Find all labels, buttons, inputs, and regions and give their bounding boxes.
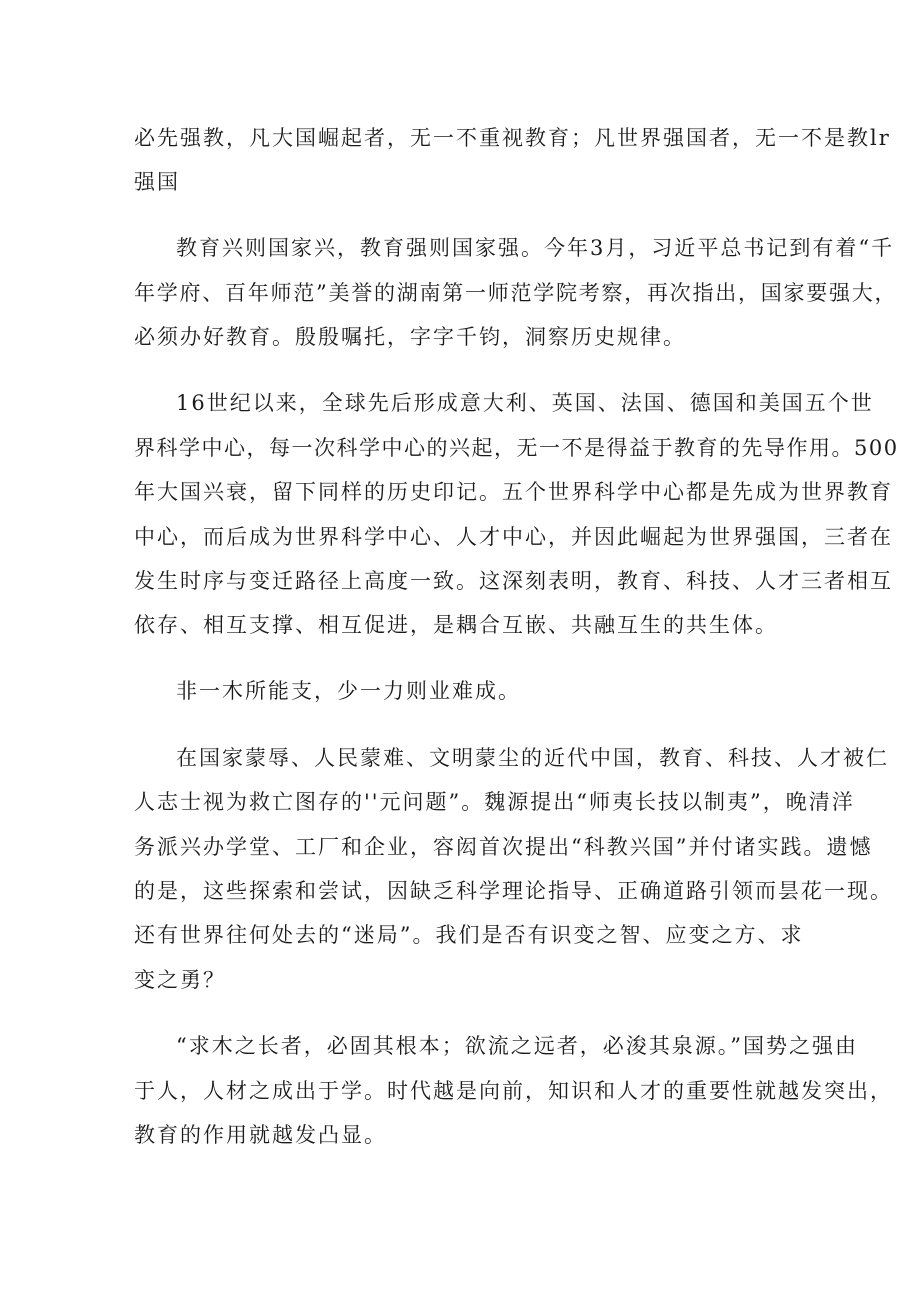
paragraph-6-line-3: 教育的作用就越发凸显。 — [134, 1123, 387, 1147]
paragraph-5-line-1: 在国家蒙辱、人民蒙难、文明蒙尘的近代中国，教育、科技、人才被仁 — [176, 746, 889, 770]
paragraph-2-line-2: 年学府、百年师范”美誉的湖南第一师范学院考察，再次指出，国家要强大， — [134, 281, 898, 305]
paragraph-5-line-4: 的是，这些探索和尝试，因缺乏科学理论指导、正确道路引领而昙花一现。 — [134, 879, 893, 903]
paragraph-4-line-1: 非一木所能支，少一力则业难成。 — [176, 679, 521, 703]
paragraph-5-line-5: 还有世界往何处去的“迷局”。我们是否有识变之智、应变之方、求 — [134, 923, 804, 947]
paragraph-3-line-4: 中心，而后成为世界科学中心、人才中心，并因此崛起为世界强国，三者在 — [134, 525, 893, 549]
paragraph-3-line-6: 依存、相互支撑、相互促进，是耦合互嵌、共融互生的共生体。 — [134, 613, 778, 637]
paragraph-2-line-1: 教育兴则国家兴，教育强则国家强。今年3月，习近平总书记到有着“千 — [176, 236, 895, 260]
paragraph-5-line-2: 人志士视为救亡图存的''元问题”。魏源提出“师夷长技以制夷”，晚清洋 — [134, 790, 855, 814]
paragraph-6-line-1: “求木之长者，必固其根本；欲流之远者，必浚其泉源。”国势之强由 — [176, 1034, 858, 1058]
paragraph-3-line-1: 16世纪以来，全球先后形成意大利、英国、法国、德国和美国五个世 — [176, 391, 874, 415]
paragraph-5-line-3: 务派兴办学堂、工厂和企业，容闳首次提出“科教兴国”并付诸实践。遗憾 — [134, 835, 873, 859]
paragraph-6-line-2: 于人，人材之成出于学。时代越是向前，知识和人才的重要性就越发突出， — [134, 1079, 893, 1103]
paragraph-3-line-5: 发生时序与变迁路径上高度一致。这深刻表明，教育、科技、人才三者相互 — [134, 569, 893, 593]
paragraph-3-line-2: 界科学中心，每一次科学中心的兴起，无一不是得益于教育的先导作用。500 — [134, 436, 899, 460]
paragraph-2-line-3: 必须办好教育。殷殷嘱托，字字千钧，洞察历史规律。 — [134, 325, 686, 349]
paragraph-1-line-2: 强国 — [134, 170, 180, 194]
paragraph-1-line-1: 必先强教，凡大国崛起者，无一不重视教育；凡世界强国者，无一不是教lr — [134, 126, 891, 150]
paragraph-3-line-3: 年大国兴衰，留下同样的历史印记。五个世界科学中心都是先成为世界教育 — [134, 480, 893, 504]
paragraph-5-line-6: 变之勇？ — [134, 968, 226, 992]
